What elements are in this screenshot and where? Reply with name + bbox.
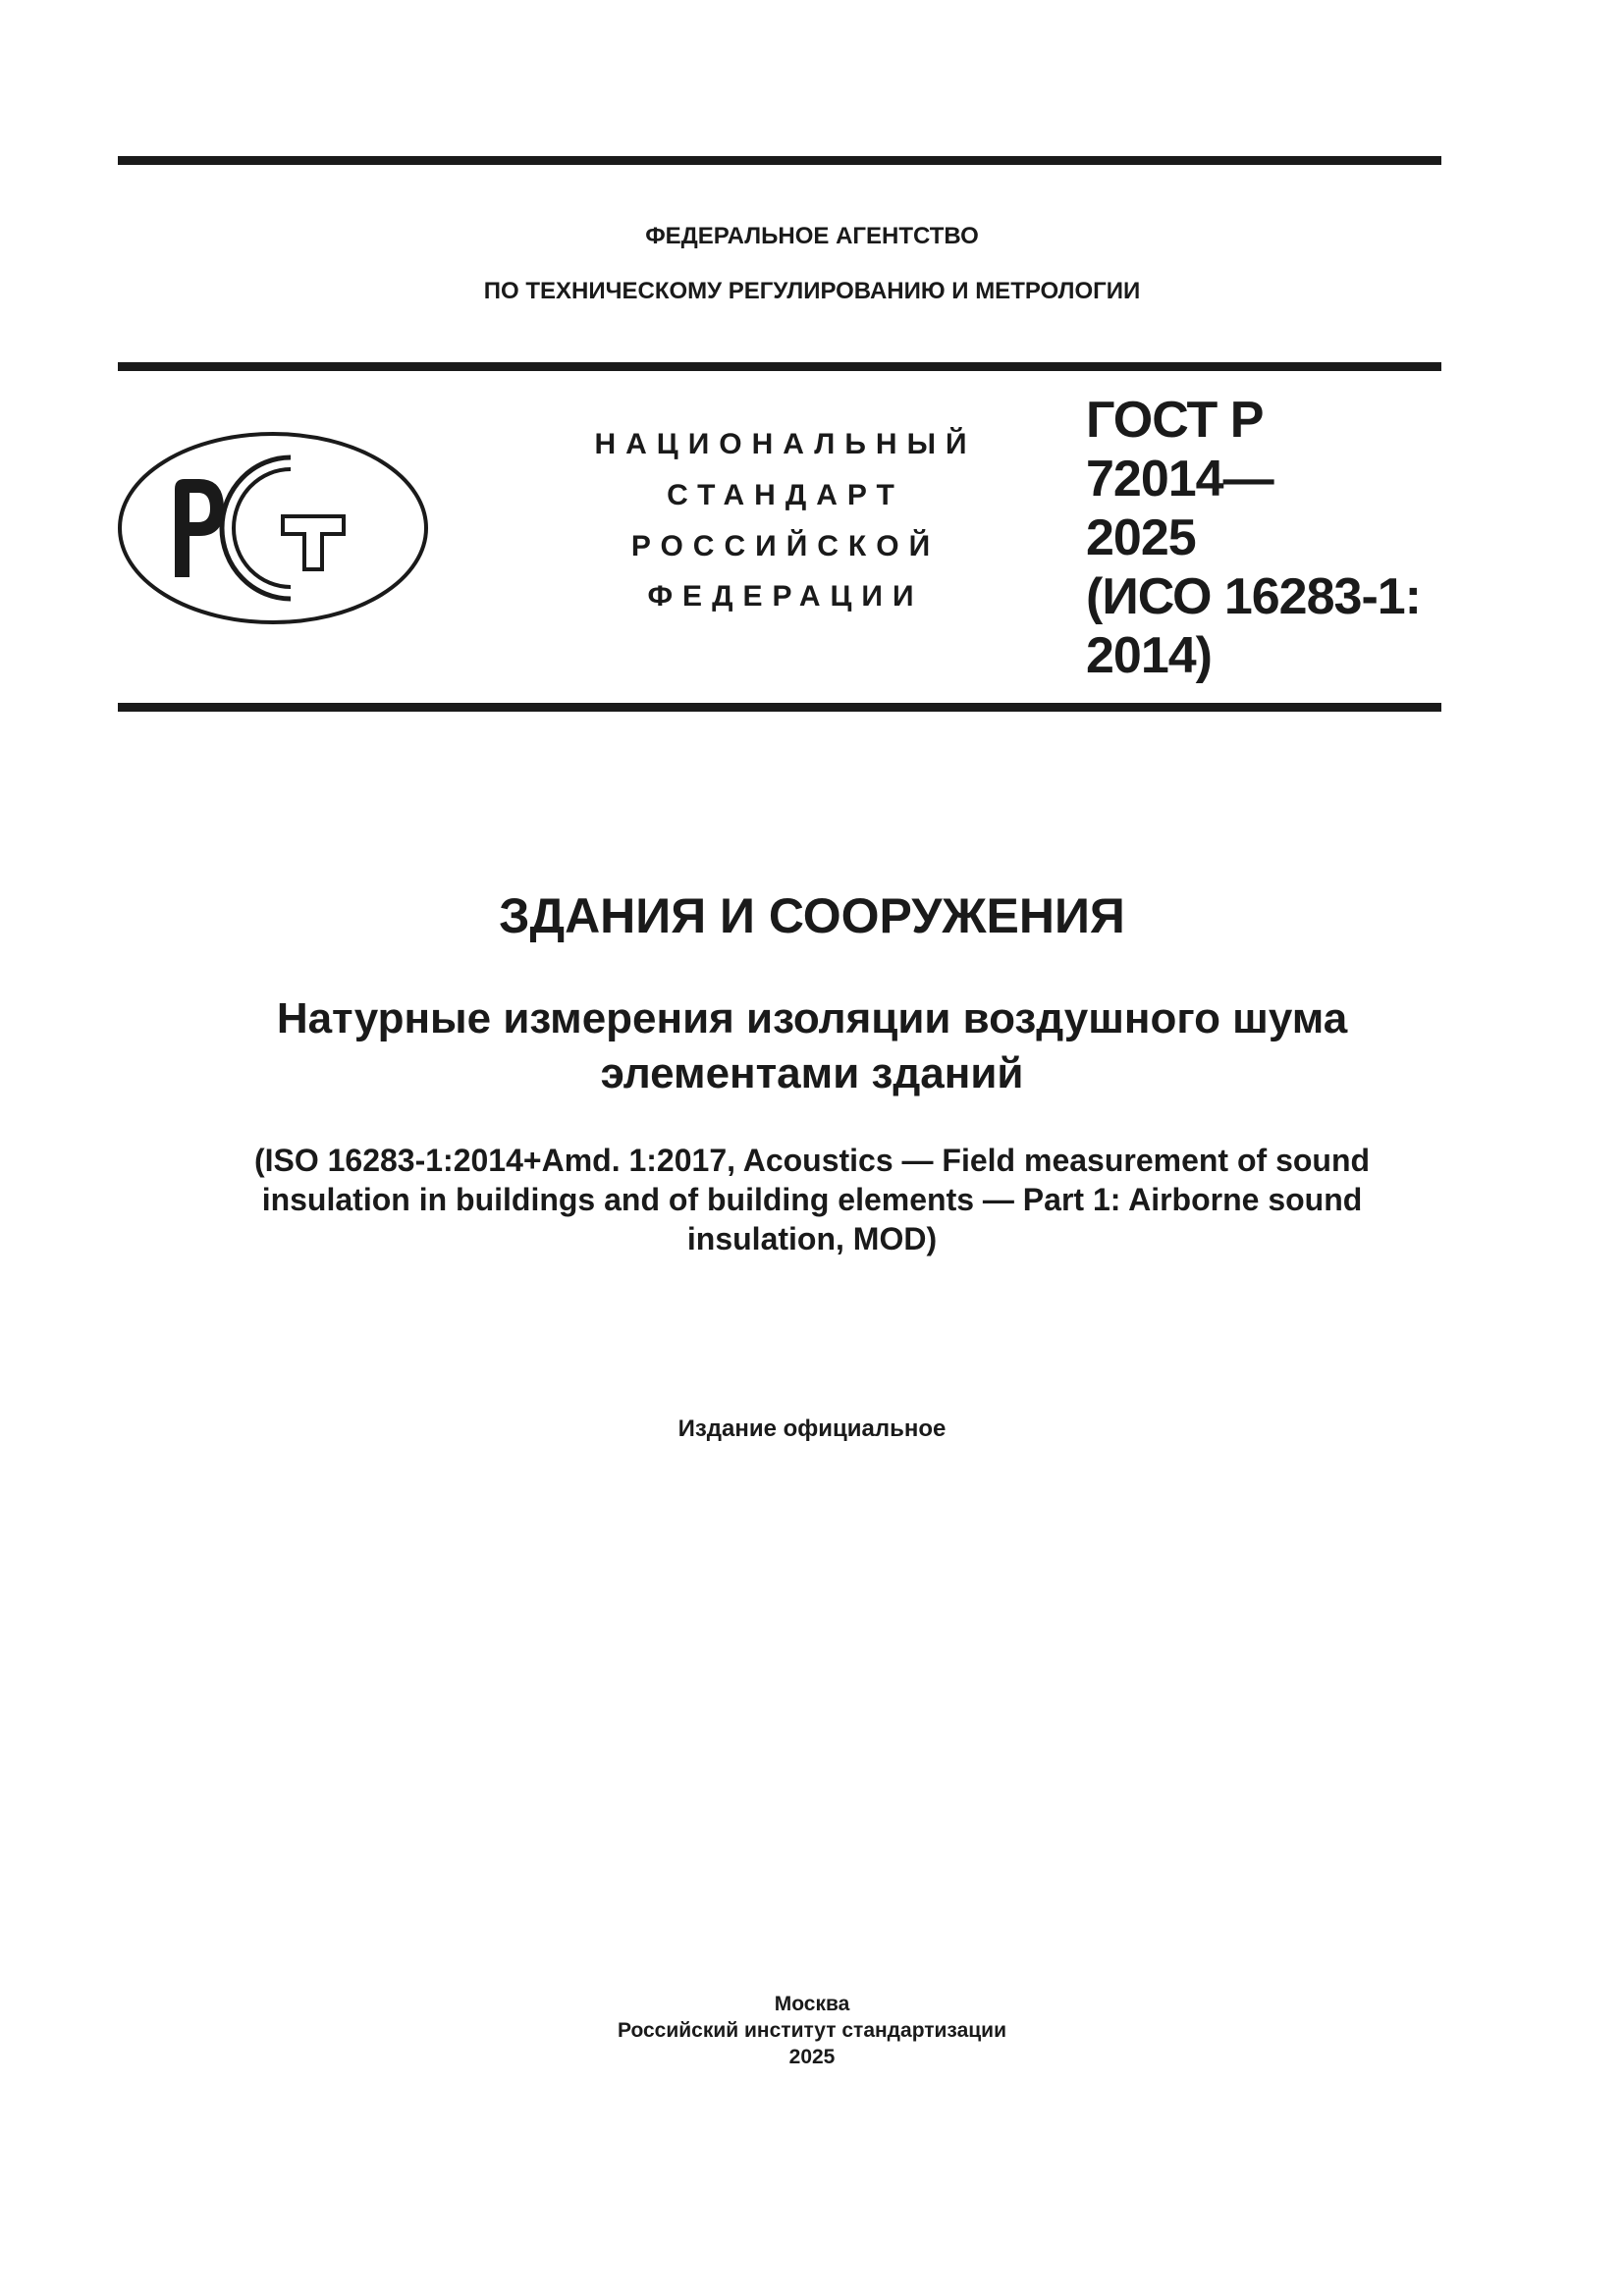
designation-line: ГОСТ Р bbox=[1086, 392, 1264, 449]
iso-line: insulation in buildings and of building elements — Part 1: Airborne sound bbox=[261, 1182, 1363, 1217]
bottom-header-rule bbox=[118, 703, 1441, 712]
national-standard-line: ФЕДЕРАЦИИ bbox=[647, 580, 924, 613]
rst-logo bbox=[116, 430, 430, 626]
national-standard-line: НАЦИОНАЛЬНЫЙ bbox=[594, 428, 977, 460]
document-title: ЗДАНИЯ И СООРУЖЕНИЯ bbox=[499, 888, 1125, 943]
designation-line: 2014) bbox=[1086, 627, 1212, 684]
imprint bbox=[0, 1991, 1624, 2070]
top-rule bbox=[118, 156, 1441, 165]
subtitle-line: Натурные измерения изоляции воздушного шума bbox=[276, 994, 1348, 1042]
header-rule bbox=[118, 362, 1441, 371]
national-standard-line: СТАНДАРТ bbox=[667, 479, 904, 511]
edition-label: Издание официальное bbox=[677, 1415, 947, 1442]
subtitle-line: элементами зданий bbox=[600, 1049, 1024, 1097]
standard-designation bbox=[1086, 391, 1421, 685]
imprint-city: Москва bbox=[774, 1993, 850, 2015]
iso-reference bbox=[0, 1141, 1624, 1258]
imprint-publisher: Российский институт стандартизации bbox=[617, 2019, 1007, 2042]
designation-line: (ИСО 16283-1: bbox=[1086, 568, 1421, 625]
document-subtitle bbox=[0, 991, 1624, 1101]
imprint-year: 2025 bbox=[788, 2046, 836, 2068]
designation-line: 2025 bbox=[1086, 509, 1196, 566]
iso-line: (ISO 16283-1:2014+Amd. 1:2017, Acoustics — Field measurement of sound bbox=[253, 1143, 1371, 1178]
iso-line: insulation, MOD) bbox=[686, 1221, 938, 1256]
agency-line-2: ПО ТЕХНИЧЕСКОМУ РЕГУЛИРОВАНИЮ И МЕТРОЛОГИИ bbox=[483, 278, 1141, 304]
agency-line-1: ФЕДЕРАЛЬНОЕ АГЕНТСТВО bbox=[645, 223, 979, 249]
national-standard-line: РОССИЙСКОЙ bbox=[630, 530, 941, 562]
designation-line: 72014— bbox=[1086, 451, 1273, 507]
